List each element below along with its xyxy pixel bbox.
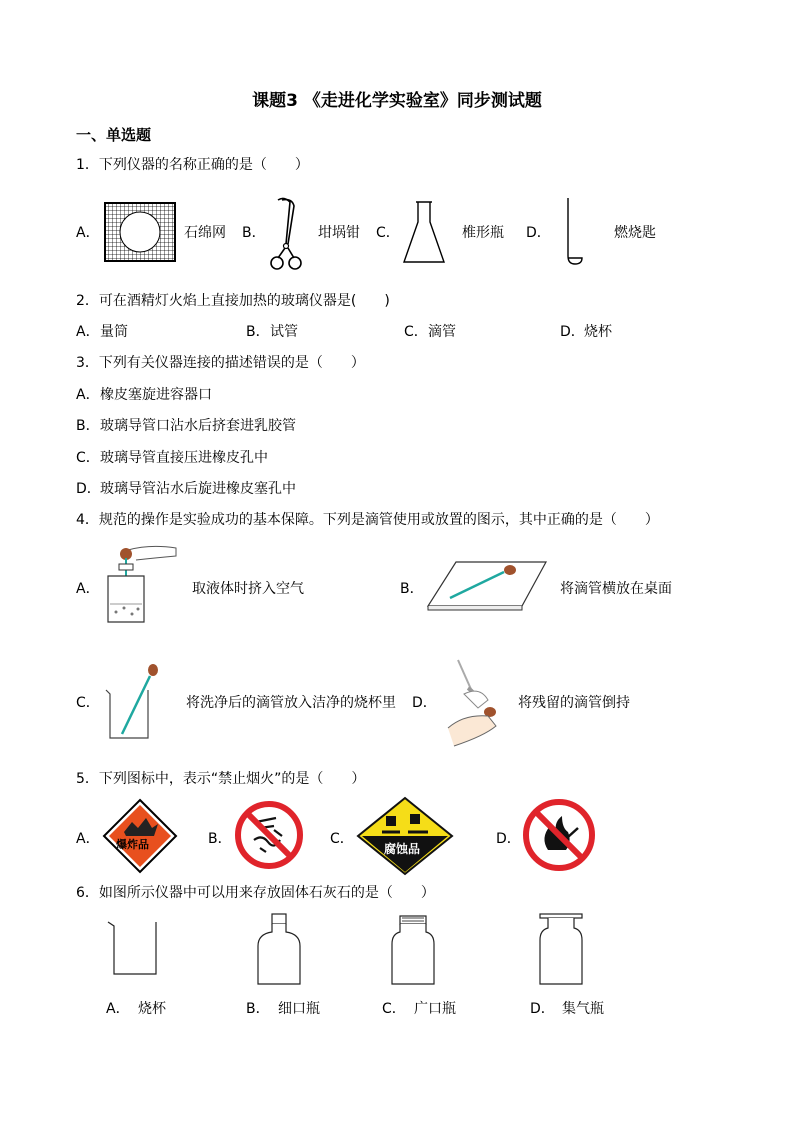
q6-option-d-letter: D． (530, 1001, 555, 1017)
q6-option-a-letter: A． (106, 1001, 130, 1017)
q3-option-a-letter: A． (76, 387, 100, 403)
q3-option-c-text: 玻璃导管直接压进橡皮孔中 (100, 450, 268, 466)
q1-option-a-text: 石绵网 (184, 225, 226, 241)
q2-option-d-text: 烧杯 (584, 324, 612, 340)
q3-option-b-text: 玻璃导管口沾水后挤套进乳胶管 (100, 418, 296, 434)
q2-option-c-text: 滴管 (428, 324, 456, 340)
q6-option-b-text: 细口瓶 (278, 1001, 320, 1017)
section-heading: 一、单选题 (76, 126, 152, 144)
beaker-image (106, 918, 160, 978)
q4-option-b-text: 将滴管横放在桌面 (560, 581, 672, 597)
q2-option-b-text: 试管 (270, 324, 298, 340)
q1-option-b-text: 坩埚钳 (318, 225, 360, 241)
q1-stem: 1．下列仪器的名称正确的是（ ） (76, 157, 309, 173)
dropper-on-table-image (426, 558, 550, 612)
q5-stem: 5．下列图标中，表示“禁止烟火”的是（ ） (76, 771, 366, 787)
q3-option-d-letter: D． (76, 481, 101, 497)
page-title: 课题3 《走进化学实验室》同步测试题 (252, 91, 542, 111)
dropper-squeeze-air-image (100, 542, 180, 628)
q6-stem: 6．如图所示仪器中可以用来存放固体石灰石的是（ ） (76, 885, 435, 901)
conical-flask-image (402, 200, 446, 266)
q1-option-a-letter: A． (76, 225, 100, 241)
q3-option-c-letter: C． (76, 450, 100, 466)
crucible-tongs-image (266, 196, 306, 272)
q1-option-b-letter: B． (242, 225, 266, 241)
no-smoking-sign-image (234, 800, 304, 870)
q4-option-b-letter: B． (400, 581, 424, 597)
q3-option-b-letter: B． (76, 418, 100, 434)
dropper-inverted-image (444, 656, 504, 748)
q2-option-b-letter: B． (246, 324, 270, 340)
asbestos-gauze-image (104, 202, 176, 262)
q3-option-d-text: 玻璃导管沾水后旋进橡皮塞孔中 (100, 481, 296, 497)
q5-option-c-letter: C． (330, 831, 354, 847)
no-fire-sign-image (522, 798, 596, 872)
q6-option-c-letter: C． (382, 1001, 406, 1017)
q4-option-c-letter: C． (76, 695, 100, 711)
gas-collecting-bottle-image (536, 912, 586, 986)
explosive-sign-label: 爆炸品 (116, 838, 149, 851)
corrosive-sign-label: 腐蚀品 (384, 842, 421, 856)
q4-option-d-letter: D． (412, 695, 437, 711)
q2-option-a-text: 量筒 (100, 324, 128, 340)
q1-option-c-text: 椎形瓶 (462, 225, 504, 241)
wide-mouth-bottle-image (390, 914, 436, 986)
q2-stem: 2．可在酒精灯火焰上直接加热的玻璃仪器是( ) (76, 293, 390, 309)
q4-option-c-text: 将洗净后的滴管放入洁净的烧杯里 (186, 695, 396, 711)
q1-option-d-letter: D． (526, 225, 551, 241)
q4-stem: 4．规范的操作是实验成功的基本保障。下列是滴管使用或放置的图示，其中正确的是（ ） (76, 512, 659, 528)
corrosive-sign-image (356, 796, 454, 876)
q3-stem: 3．下列有关仪器连接的描述错误的是（ ） (76, 355, 365, 371)
q5-option-a-letter: A． (76, 831, 100, 847)
narrow-mouth-bottle-image (254, 912, 304, 986)
q3-option-a-text: 橡皮塞旋进容器口 (100, 387, 212, 403)
q6-option-b-letter: B． (246, 1001, 270, 1017)
q6-option-c-text: 广口瓶 (414, 1001, 456, 1017)
q5-option-d-letter: D． (496, 831, 521, 847)
dropper-in-beaker-image (104, 662, 164, 742)
combustion-spoon-image (560, 196, 590, 270)
q1-option-c-letter: C． (376, 225, 400, 241)
q1-option-d-text: 燃烧匙 (614, 225, 656, 241)
q4-option-a-letter: A． (76, 581, 100, 597)
q2-option-d-letter: D． (560, 324, 585, 340)
q4-option-d-text: 将残留的滴管倒持 (518, 695, 630, 711)
q2-option-a-letter: A． (76, 324, 100, 340)
q6-option-a-text: 烧杯 (138, 1001, 166, 1017)
q4-option-a-text: 取液体时挤入空气 (192, 581, 304, 597)
q5-option-b-letter: B． (208, 831, 232, 847)
q2-option-c-letter: C． (404, 324, 428, 340)
q6-option-d-text: 集气瓶 (562, 1001, 604, 1017)
